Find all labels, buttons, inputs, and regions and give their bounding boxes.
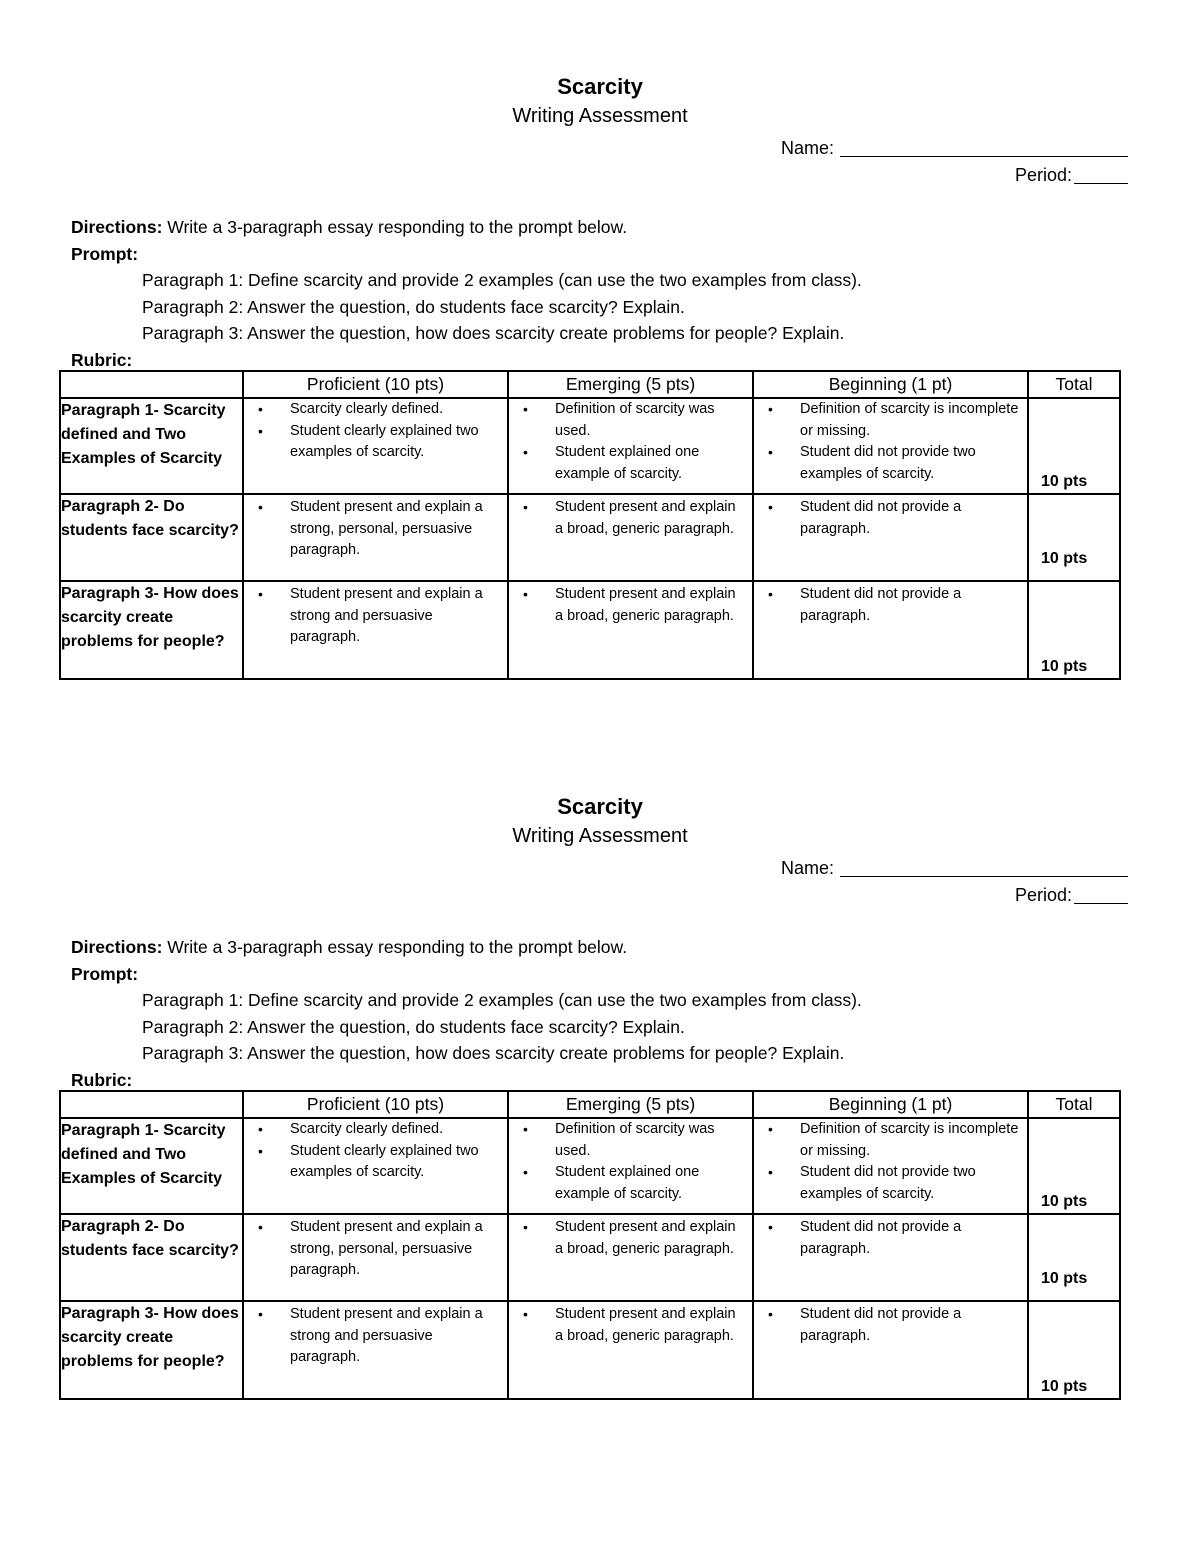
rubric-bullet: • Student present and explain a strong, personal, persuasive paragraph. (290, 1217, 499, 1282)
rubric-total-points: 10 pts (1041, 550, 1088, 567)
prompt-item-1: Paragraph 1: Define scarcity and provide 2 examples (can use the two examples from class). (142, 270, 862, 290)
name-blank-line[interactable] (840, 136, 1128, 157)
rubric-cell-proficient (243, 1214, 508, 1301)
rubric-header-total: Total (1028, 371, 1120, 398)
rubric-bullet: • Student clearly explained two examples of scarcity. (290, 421, 499, 464)
rubric-bullet: • Student present and explain a strong and persuasive paragraph. (290, 584, 499, 649)
rubric-total-points: 10 pts (1041, 1378, 1088, 1395)
rubric-header-emerging: Emerging (5 pts) (508, 1091, 753, 1118)
rubric-header-beginning: Beginning (1 pt) (753, 1091, 1028, 1118)
directions-label: Directions: (71, 217, 163, 237)
rubric-bullet: • Student present and explain a broad, generic paragraph. (555, 1217, 744, 1260)
rubric-header-blank (60, 1091, 243, 1118)
rubric-cell-emerging (508, 1214, 753, 1301)
rubric-cell-beginning (753, 494, 1028, 581)
page-title: Scarcity (557, 794, 643, 819)
period-field-row (0, 882, 1200, 909)
assessment-sheet (0, 72, 1200, 675)
rubric-cell-emerging (508, 581, 753, 679)
rubric-cell-proficient (243, 581, 508, 679)
rubric-header-row (60, 1091, 1120, 1118)
rubric-bullet: • Student explained one example of scarcity. (555, 1162, 744, 1205)
rubric-row (60, 581, 1120, 679)
directions-block (71, 214, 1200, 373)
prompt-label: Prompt: (71, 963, 139, 984)
directions-line (71, 214, 1200, 241)
rubric-total-points: 10 pts (1041, 473, 1088, 490)
prompt-item-2: Paragraph 2: Answer the question, do students face scarcity? Explain. (142, 1016, 685, 1037)
rubric-header-row (60, 371, 1120, 398)
rubric-cell-total (1028, 1214, 1120, 1301)
rubric-cell-proficient (243, 1301, 508, 1399)
period-label: Period: (1014, 885, 1072, 905)
rubric-cell-beginning (753, 398, 1028, 494)
rubric-criterion: Paragraph 3- How does scarcity create problems for people? (60, 581, 243, 679)
directions-line (71, 934, 1200, 961)
directions-label: Directions: (71, 937, 163, 957)
prompt-label: Prompt: (71, 243, 139, 264)
name-field-row (0, 135, 1200, 162)
rubric-label: Rubric: (71, 349, 133, 370)
rubric-bullet: • Student did not provide a paragraph. (800, 584, 1019, 627)
rubric-bullet: • Student did not provide a paragraph. (800, 1304, 1019, 1347)
rubric-cell-beginning (753, 1118, 1028, 1214)
prompt-item-3: Paragraph 3: Answer the question, how does scarcity create problems for people? Explain. (142, 323, 845, 343)
rubric-bullet: • Definition of scarcity was used. (555, 1119, 744, 1162)
rubric-cell-emerging (508, 398, 753, 494)
rubric-bullet: • Student explained one example of scarcity. (555, 442, 744, 485)
period-field-row (0, 162, 1200, 189)
rubric-cell-proficient (243, 398, 508, 494)
rubric-bullet: • Student did not provide a paragraph. (800, 497, 1019, 540)
rubric-header-blank (60, 371, 243, 398)
rubric-cell-beginning (753, 1301, 1028, 1399)
prompt-item-2: Paragraph 2: Answer the question, do students face scarcity? Explain. (142, 296, 685, 317)
rubric-label: Rubric: (71, 1069, 133, 1090)
directions-text: Write a 3-paragraph essay responding to the prompt below. (162, 217, 628, 237)
rubric-cell-total (1028, 1301, 1120, 1399)
directions-text: Write a 3-paragraph essay responding to the prompt below. (162, 937, 628, 957)
rubric-row (60, 494, 1120, 581)
rubric-bullet: • Definition of scarcity is incomplete or missing. (800, 399, 1019, 442)
rubric-row (60, 1118, 1120, 1214)
directions-block (71, 934, 1200, 1093)
rubric-bullet: • Student did not provide two examples of scarcity. (800, 1162, 1019, 1205)
rubric-bullet: • Student did not provide two examples of scarcity. (800, 442, 1019, 485)
rubric-bullet: • Definition of scarcity is incomplete or missing. (800, 1119, 1019, 1162)
rubric-row (60, 398, 1120, 494)
rubric-cell-emerging (508, 494, 753, 581)
rubric-header-proficient: Proficient (10 pts) (243, 371, 508, 398)
period-blank-line[interactable] (1074, 883, 1128, 904)
rubric-row (60, 1301, 1120, 1399)
rubric-header-beginning: Beginning (1 pt) (753, 371, 1028, 398)
rubric-total-points: 10 pts (1041, 1270, 1088, 1287)
rubric-cell-beginning (753, 1214, 1028, 1301)
rubric-header-proficient: Proficient (10 pts) (243, 1091, 508, 1118)
rubric-bullet: • Student present and explain a broad, generic paragraph. (555, 1304, 744, 1347)
rubric-header-total: Total (1028, 1091, 1120, 1118)
rubric-bullet: • Scarcity clearly defined. (290, 1119, 499, 1141)
name-label: Name: (780, 138, 834, 158)
name-blank-line[interactable] (840, 856, 1128, 877)
rubric-bullet: • Student clearly explained two examples of scarcity. (290, 1141, 499, 1184)
rubric-criterion: Paragraph 1- Scarcity defined and Two Examples of Scarcity (60, 398, 243, 494)
rubric-total-points: 10 pts (1041, 658, 1088, 675)
rubric-bullet: • Student present and explain a strong, personal, persuasive paragraph. (290, 497, 499, 562)
assessment-sheet (0, 792, 1200, 1395)
rubric-bullet: • Student present and explain a broad, generic paragraph. (555, 497, 744, 540)
rubric-cell-total (1028, 581, 1120, 679)
period-blank-line[interactable] (1074, 163, 1128, 184)
rubric-cell-total (1028, 398, 1120, 494)
rubric-criterion: Paragraph 3- How does scarcity create problems for people? (60, 1301, 243, 1399)
rubric-bullet: • Student present and explain a broad, generic paragraph. (555, 584, 744, 627)
rubric-row (60, 1214, 1120, 1301)
rubric-header-emerging: Emerging (5 pts) (508, 371, 753, 398)
rubric-cell-total (1028, 1118, 1120, 1214)
rubric-cell-emerging (508, 1118, 753, 1214)
prompt-item-3: Paragraph 3: Answer the question, how does scarcity create problems for people? Explain. (142, 1043, 845, 1063)
rubric-bullet: • Scarcity clearly defined. (290, 399, 499, 421)
rubric-criterion: Paragraph 1- Scarcity defined and Two Examples of Scarcity (60, 1118, 243, 1214)
rubric-bullet: • Definition of scarcity was used. (555, 399, 744, 442)
page-title: Scarcity (557, 74, 643, 99)
rubric-table (59, 1090, 1121, 1400)
rubric-cell-proficient (243, 1118, 508, 1214)
rubric-criterion: Paragraph 2- Do students face scarcity? (60, 494, 243, 581)
rubric-cell-beginning (753, 581, 1028, 679)
rubric-criterion: Paragraph 2- Do students face scarcity? (60, 1214, 243, 1301)
name-field-row (0, 855, 1200, 882)
rubric-bullet: • Student present and explain a strong and persuasive paragraph. (290, 1304, 499, 1369)
rubric-cell-emerging (508, 1301, 753, 1399)
prompt-item-1: Paragraph 1: Define scarcity and provide 2 examples (can use the two examples from class). (142, 990, 862, 1010)
rubric-table (59, 370, 1121, 680)
rubric-total-points: 10 pts (1041, 1193, 1088, 1210)
name-label: Name: (780, 858, 834, 878)
rubric-cell-proficient (243, 494, 508, 581)
period-label: Period: (1014, 165, 1072, 185)
page-subtitle: Writing Assessment (512, 105, 688, 127)
rubric-cell-total (1028, 494, 1120, 581)
rubric-bullet: • Student did not provide a paragraph. (800, 1217, 1019, 1260)
page-subtitle: Writing Assessment (512, 825, 688, 847)
